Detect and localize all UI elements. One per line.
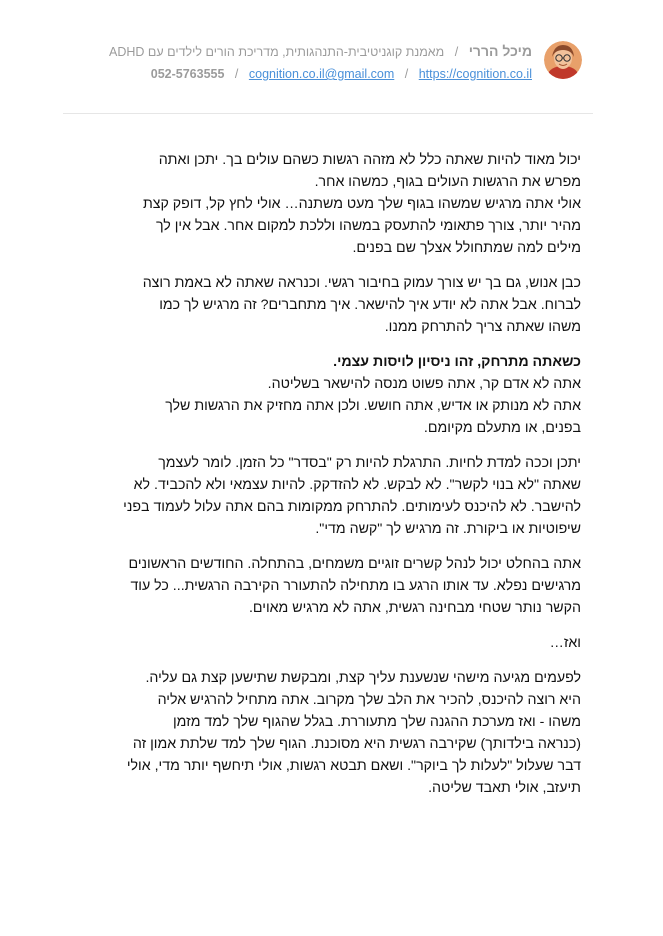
header-title-line [109, 43, 532, 60]
header-divider [63, 113, 593, 114]
paragraph-line: מילים למה שמתחולל אצלך שם בפנים. [352, 240, 581, 256]
avatar-photo [544, 41, 582, 79]
avatar [544, 41, 582, 79]
header-separator: / [454, 45, 459, 59]
paragraph-line: אתה לא מנותק או אדיש, אתה חושש. ולכן אתה מחזיק את הרגשות שלך [165, 398, 581, 414]
paragraph-line: היא רוצה להיכנס, להכיר את הלב שלך מקרוב. אתה מתחיל להרגיש אליה [157, 692, 581, 708]
paragraph-line: משהו - ואז מערכת ההגנה שלך מתעוררת. בגלל שהגוף שלך למד מזמן [173, 714, 581, 730]
paragraph [75, 272, 581, 338]
paragraph-line: אתה לא אדם קר, אתה פשוט מנסה להישאר בשליטה. [267, 376, 581, 392]
paragraph-line: מרגישים נפלא. עד אותו הרגע בו מתחילה להתעורר הקירבה הרגשית... כל עוד [130, 578, 581, 594]
paragraph-line: (כנראה בילדותך) שקירבה רגשית היא מסוכנת. הגוף שלך למד שלתת אמון זה [132, 736, 581, 752]
email-link[interactable]: cognition.co.il@gmail.com [248, 67, 395, 81]
paragraph-line: הקשר נותר שטחי מבחינה רגשית, אתה לא מרגיש מאוים. [248, 600, 581, 616]
paragraph-line: אתה בהחלט יכול לנהל קשרים זוגיים משמחים, בהתחלה. החודשים הראשונים [128, 556, 581, 572]
paragraph-line: מפרש את הרגשות העולים בגוף, כמשהו אחר. [314, 174, 581, 190]
paragraph-line: כבן אנוש, גם בך יש צורך עמוק בחיבור רגשי. וכנראה שאתה לא באמת רוצה [142, 275, 581, 291]
paragraph-line: תיעזב, אולי תאבד שליטה. [428, 780, 581, 796]
paragraph [75, 553, 581, 619]
paragraph [75, 667, 581, 799]
paragraph-heading-line: כשאתה מתרחק, זהו ניסיון לויסות עצמי. [333, 354, 581, 370]
paragraph-line: מהיר יותר, צורך פתאומי להתעסק במשהו וללכת למקום אחר. אבל אין לך [155, 218, 581, 234]
author-name: מיכל הררי [468, 43, 532, 59]
paragraph-line: אולי אתה מרגיש שמשהו בגוף שלך מעט משתנה… אולי לחץ קל, דופק קצת [142, 196, 581, 212]
paragraph [75, 632, 581, 654]
website-link[interactable]: https://cognition.co.il [418, 67, 532, 81]
paragraph-line: לברוח. אבל אתה לא יודע איך להישאר. איך מתחברים? זה מרגיש לך כמו [159, 297, 581, 313]
paragraph-line: יכול מאוד להיות שאתה כלל לא מזהה רגשות כשהם עולים בך. יתכן ואתה [158, 152, 581, 168]
paragraph-line: יתכן וככה למדת לחיות. התרגלת להיות רק "בסדר" כל הזמן. לומר לעצמך [158, 455, 581, 471]
paragraph-line: שאתה "לא בנוי לקשר". לא לבקש. לא להזדקק. להיות עצמאי ולא להכביד. לא [133, 477, 581, 493]
author-title: מאמנת קוגניטיבית-התנהגותית, מדריכת הורים לילדים עם ADHD [109, 45, 445, 59]
paragraph [75, 149, 581, 259]
paragraph-line: שיפוטיות או ביקורת. זה מרגיש לך "קשה מדי". [315, 521, 581, 537]
paragraph [75, 351, 581, 439]
paragraph-line: בפנים, או מתעלם מקיומם. [423, 420, 581, 436]
paragraph-line: לפעמים מגיעה מישהי שנשענת עליך קצת, ומבקשת שתישען קצת גם עליה. [145, 670, 581, 686]
phone-number: 052-5763555 [150, 67, 225, 81]
paragraph-line: דבר שעלול "לעלות לך ביוקר". ושאם תבטא רגשות, אולי תיחשף יותר מדי, אולי [126, 758, 581, 774]
paragraph-line: ואז… [549, 635, 581, 651]
article-body [75, 149, 581, 812]
paragraph [75, 452, 581, 540]
paragraph-line: להישבר. לא להיכנס לעימותים. להתרחק ממקומות בהם אתה עלול לעמוד בפני [123, 499, 581, 515]
contact-separator: / [404, 67, 409, 81]
contact-separator: / [234, 67, 239, 81]
header-contact-line [151, 66, 532, 82]
paragraph-line: משהו שאתה צריך להתרחק ממנו. [384, 319, 581, 335]
